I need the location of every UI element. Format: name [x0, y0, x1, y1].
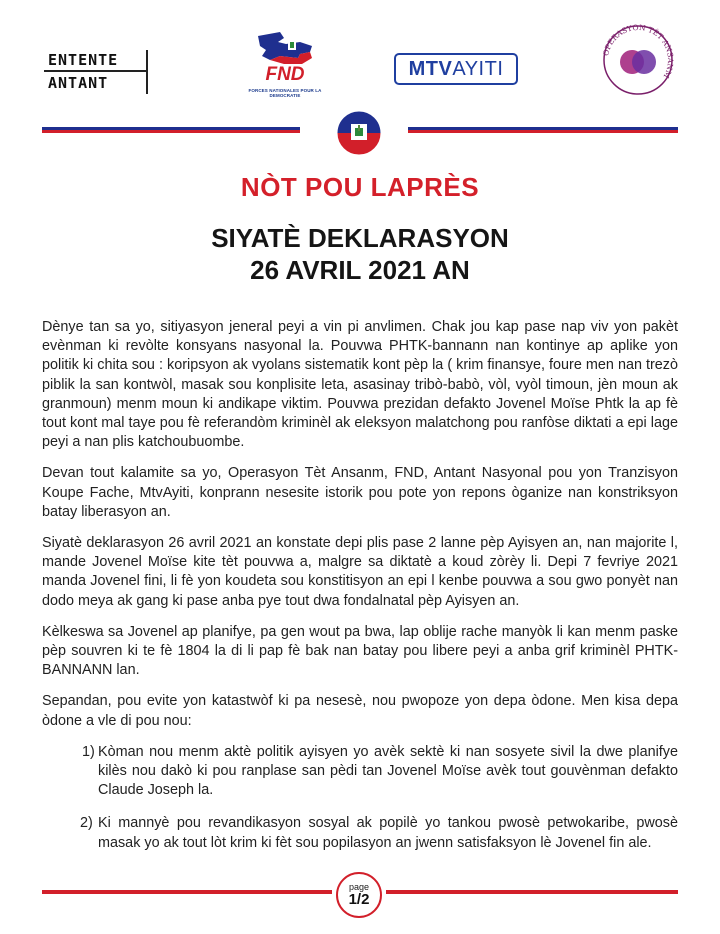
- footer-line-left: [42, 890, 332, 894]
- page-indicator: [336, 872, 382, 918]
- haiti-flag-emblem-icon: [336, 110, 382, 156]
- page-label: page: [348, 882, 370, 892]
- mtv-logo-thin: AYITI: [452, 58, 504, 80]
- haiti-map-icon: [240, 28, 330, 68]
- document-body: [42, 318, 678, 867]
- paragraph-3: Siyatè deklarasyon 26 avril 2021 an konstate depi plis pase 2 lanne pèp Ayisyen an, nan majorite l, mande Jovenel Moïse kite tèt pouvwa a, malgre sa diktatè a koud zòrèy li. Depi 7 fevriye 2021 manda Jovenel fini, li fè yon koudeta sou konstitisyon an epi l kenbe pouvwa a sou gwo ponyèt nan dodo meya ak gang ki pase anba pye tout dwa fondalnatal pèp Ayisyen an.: [42, 535, 678, 609]
- fnd-logo-subtitle: FORCES NATIONALES POUR LA DEMOCRATIE: [248, 88, 322, 98]
- list-item: [42, 743, 678, 801]
- declaration-title-line1: SIYATÈ DEKLARASYON: [211, 223, 509, 253]
- entente-logo-line2: ANTANT: [48, 74, 109, 92]
- paragraph-1: Dènye tan sa yo, sitiyasyon jeneral peyi a vin pi anvlimen. Chak jou kap pase nap viv yon pakèt evènman ki revòlte konsyans nasyonal la. Pouvwa PHTK-bannann nan kontinye ap aplike yon politik ki chita sou : koripsyon ak vyolans sistematik kont pèp la ( krim finansye, foure men nan trezò piblik la san kontwòl, masak sou konplisite leta, asasinay tribò-babò, vòl, vyòl timoun, jèn moun ak granmoun) menm moun ki andikape viktim. Pouvwa prezidan defakto Jovenel Moïse Phtk la ap fè tout kont mal taye pou fè referandòm kriminèl ak eleksyon malatchong pou ranfòse diktati a epi lage peyi a nan plis katchoubuombe.: [42, 319, 678, 451]
- entente-logo-line1: ENTENTE: [44, 50, 146, 72]
- paragraph-2: Devan tout kalamite sa yo, Operasyon Tèt Ansanm, FND, Antant Nasyonal pou yon Tranzisyon Koupe Fache, MtvAyiti, konprann nesesite istorik pou pote yon repons òganize nan konstriksyon batay liberasyon an.: [42, 465, 678, 520]
- flag-stripe-right: [408, 127, 678, 133]
- paragraph-4: Kèlkeswa sa Jovenel ap planifye, pa gen wout pa bwa, lap oblije rache manyòk li kan menm paske pèp souvren ki te fè 1804 la di li pap fè bak nan batay pou libere peyi a anba grif kriminèl PHTK-BANNANN lan.: [42, 623, 678, 679]
- list-item-text: Ki mannyè pou revandikasyon sosyal ak popilè yo tankou pwosè petwokaribe, pwosè masak yo ak tout lòt krim ki fèt sou popilasyon an jwenn satisfaksyon lè Jovenel fin ale.: [98, 815, 678, 851]
- proposal-list: [42, 743, 678, 853]
- declaration-title: [0, 222, 720, 286]
- footer-line-right: [386, 890, 678, 894]
- list-item-number: 2): [80, 815, 93, 832]
- fnd-logo-text: FND: [265, 64, 305, 85]
- mtvayiti-logo: [394, 53, 518, 85]
- paragraph-5: Sepandan, pou evite yon katastwòf ki pa nesesè, nou pwopoze yon depa òdone. Men kisa depa òdone a vle di pou nou:: [42, 693, 678, 729]
- operasyon-tet-ansanm-logo: [600, 22, 676, 98]
- mtv-logo-bold: MTV: [408, 58, 453, 80]
- ops-logo-ring-text: OPERASYON TÈT ANSANM: [601, 22, 676, 80]
- press-note-title: NÒT POU LAPRÈS: [240, 172, 480, 202]
- entente-antant-logo: [44, 50, 148, 94]
- list-item: [42, 814, 678, 852]
- list-item-text: Kòman nou menm aktè politik ayisyen yo avèk sektè ki nan sosyete sivil la dwe planifye kilès nou dakò ki pou ranplase san pèdi tan Jovenel Moïse avèk tout gouvènman defakto Claude Joseph la.: [98, 743, 678, 799]
- fnd-logo: [240, 28, 330, 100]
- list-item-number: 1): [82, 743, 95, 760]
- flag-stripe-left: [42, 127, 300, 133]
- declaration-title-line2: 26 AVRIL 2021 AN: [250, 255, 470, 285]
- page-number: 1/2: [348, 891, 370, 908]
